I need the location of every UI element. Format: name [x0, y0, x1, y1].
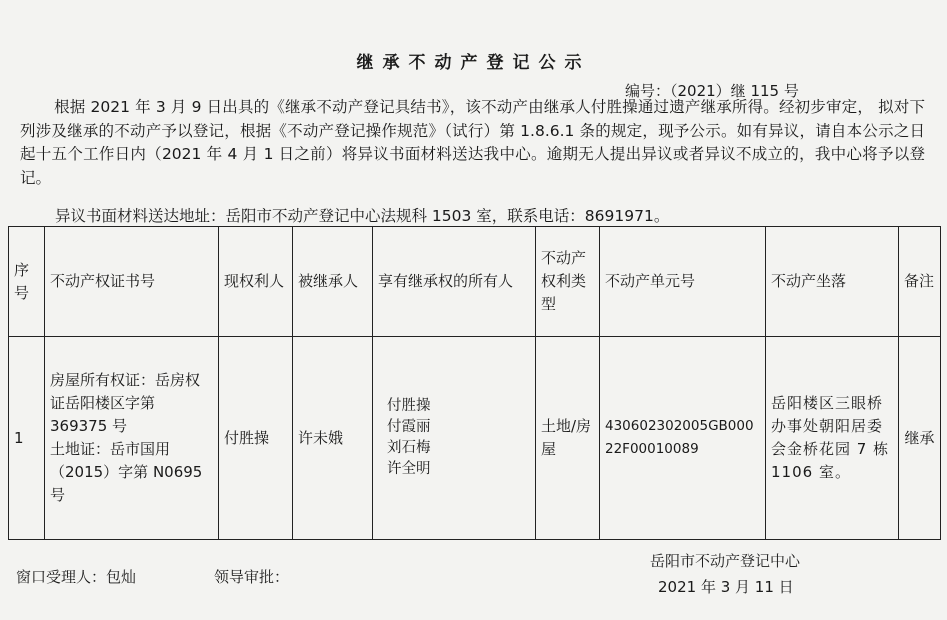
- header-cert: 不动产权证书号: [45, 227, 219, 337]
- header-right-type: 不动产权利类型: [536, 227, 600, 337]
- leader-approval: 领导审批：: [214, 568, 290, 586]
- heir-item: 刘石梅: [387, 440, 431, 456]
- table-row: [9, 337, 941, 540]
- heir-item: 许全明: [387, 461, 431, 477]
- notice-title: 继承不动产登记公示: [356, 53, 591, 73]
- cell-location: 岳阳楼区三眼桥办事处朝阳居委会金桥花园 7 栋 1106 室。: [766, 337, 899, 540]
- cell-cert: 房屋所有权证：岳房权证岳阳楼区字第 369375 号 土地证：岳市国用（2015）字第 N0695 号: [45, 337, 219, 540]
- heir-item: 付胜操: [387, 398, 431, 414]
- issue-date: 2021 年 3 月 11 日: [658, 578, 794, 596]
- heir-item: 付霞丽: [387, 419, 431, 435]
- cell-decedent: 许未娥: [293, 337, 373, 540]
- cell-right-type: 土地/房屋: [536, 337, 600, 540]
- document-number: 编号：（2021）继 115 号: [625, 82, 799, 100]
- window-receiver: 窗口受理人：包灿: [16, 568, 137, 586]
- header-unit-no: 不动产单元号: [600, 227, 766, 337]
- cell-heirs: [373, 337, 536, 540]
- header-location: 不动产坐落: [766, 227, 899, 337]
- cell-owner: 付胜操: [219, 337, 293, 540]
- header-decedent: 被继承人: [293, 227, 373, 337]
- cell-seq: 1: [9, 337, 45, 540]
- objection-address: 异议书面材料送达地址：岳阳市不动产登记中心法规科 1503 室，联系电话：8691971。: [55, 207, 670, 225]
- notice-body: 根据 2021 年 3 月 9 日出具的《继承不动产登记具结书》，该不动产由继承人付胜操通过遗产继承所得。经初步审定， 拟对下列涉及继承的不动产予以登记，根据《不动产登记操作规范》（试行）第 1.8.6.1 条的规定，现予公示。如有异议，请自本公示之日起十五个工作日内（2021 年 4 月 1 日之前）将异议书面材料送达我中心。逾期无人提出异议或者异议不成立的，我中心将予以登记。: [20, 98, 925, 187]
- header-owner: 现权利人: [219, 227, 293, 337]
- cell-remark: 继承: [899, 337, 941, 540]
- table-header-row: [9, 227, 941, 337]
- property-table: [8, 226, 941, 540]
- header-seq: 序号: [9, 227, 45, 337]
- header-heirs: 享有继承权的所有人: [373, 227, 536, 337]
- header-remark: 备注: [899, 227, 941, 337]
- cell-unit-no: 430602302005GB00022F00010089: [600, 337, 766, 540]
- issuing-organization: 岳阳市不动产登记中心: [650, 552, 801, 570]
